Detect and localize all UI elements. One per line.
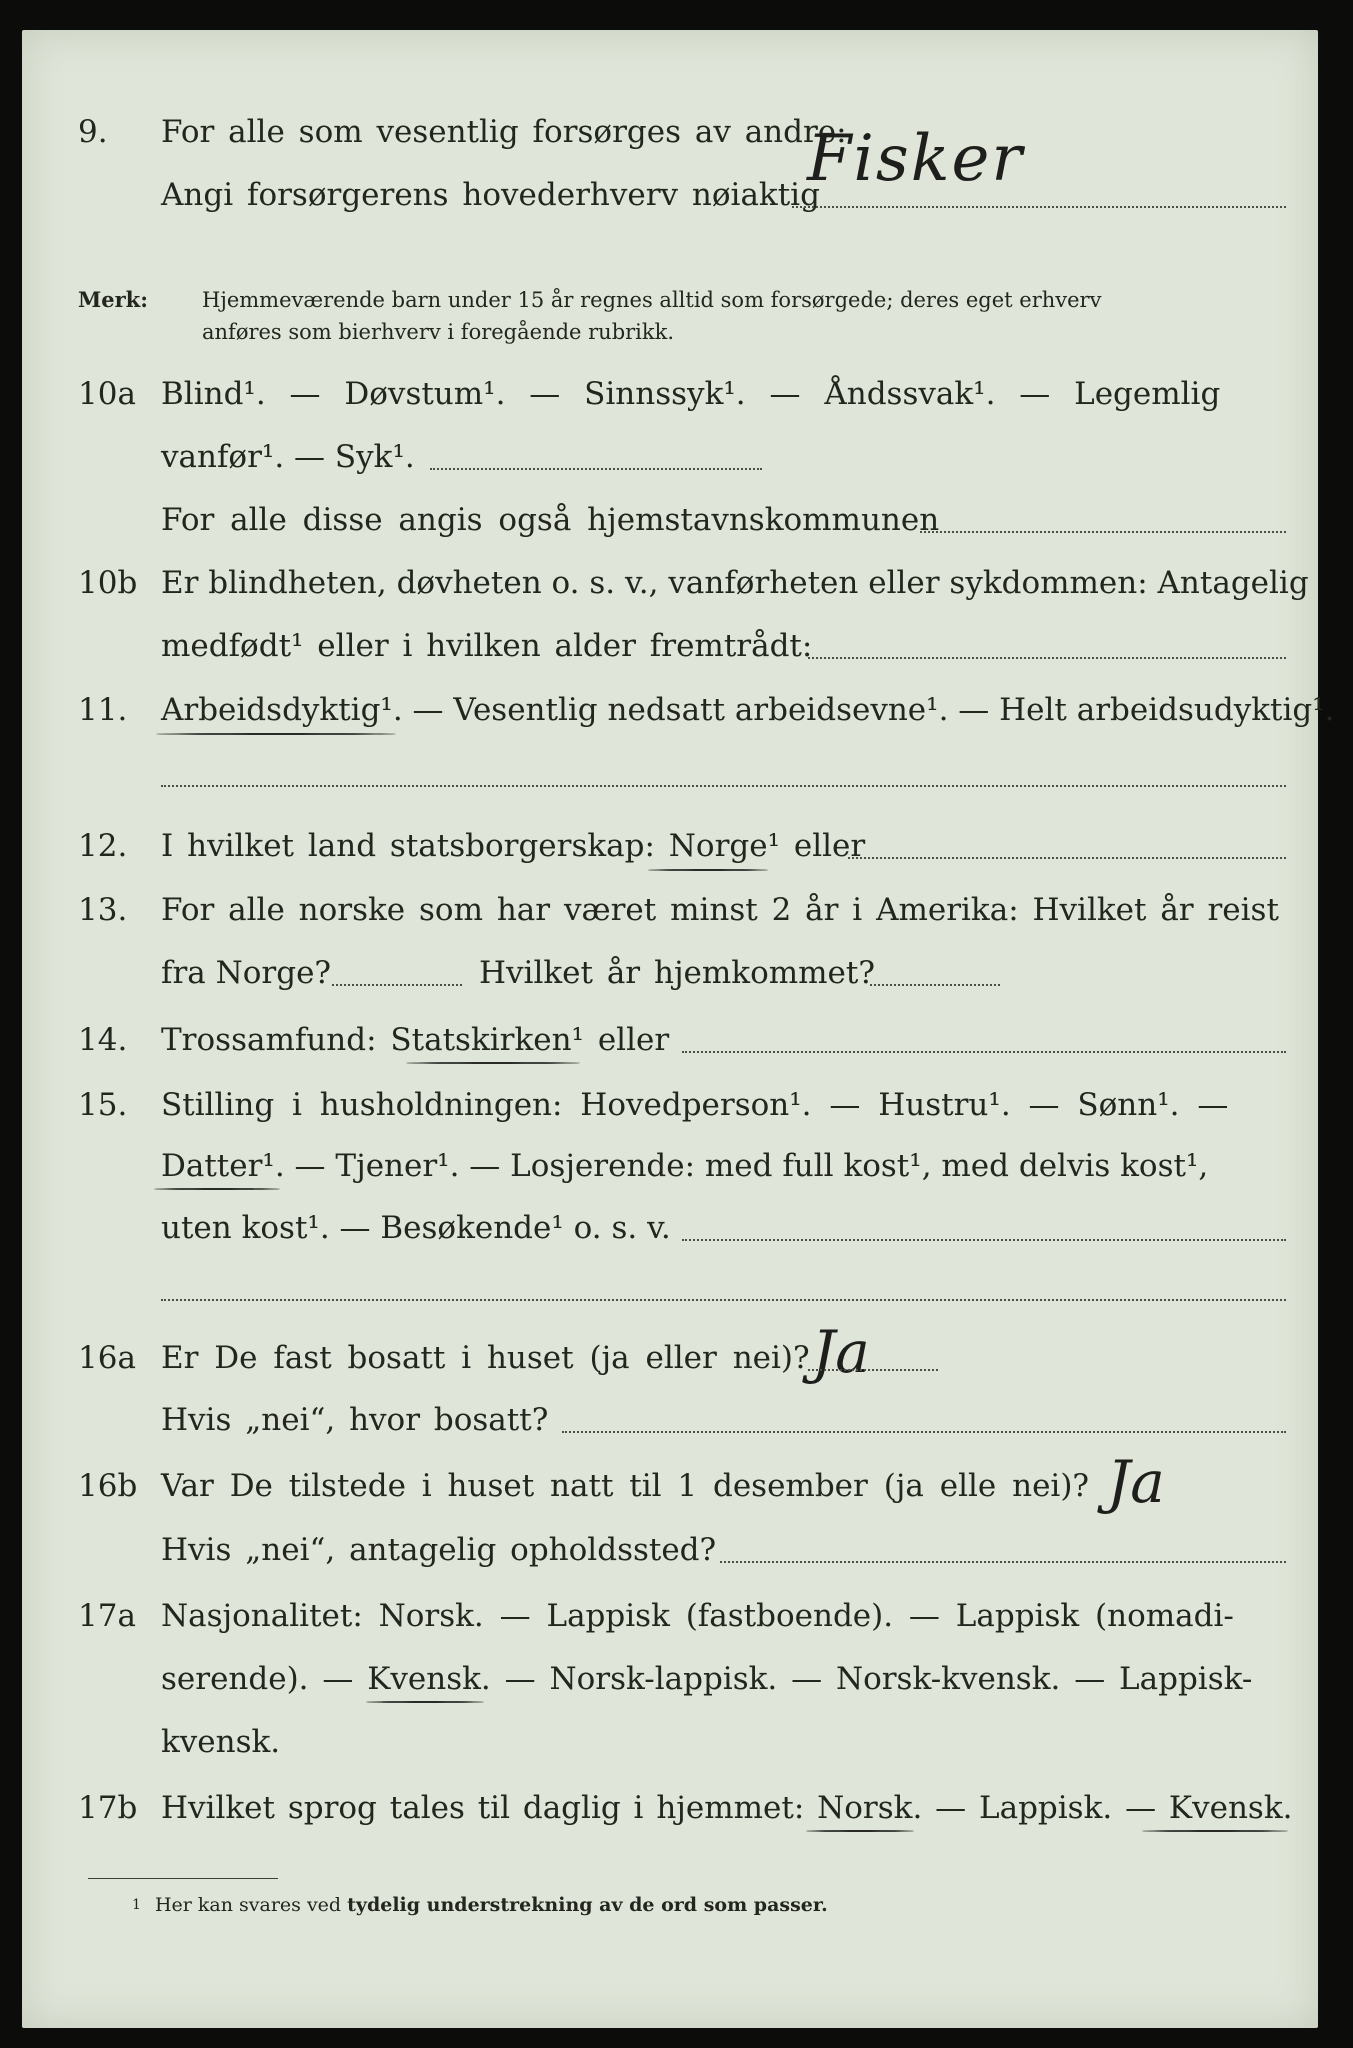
q13-line1: For alle norske som har været minst 2 år i Amerika: Hvilket år reist xyxy=(161,892,1279,928)
q9-line1: For alle som vesentlig forsørges av andre: xyxy=(161,114,847,150)
q16b-line2: Hvis „nei“, antagelig opholdssted? xyxy=(161,1532,717,1568)
q16b-number: 16b xyxy=(78,1468,138,1504)
q10a-line1: Blind¹. — Døvstum¹. — Sinnssyk¹. — Åndssvak¹. — Legemlig xyxy=(161,376,1221,412)
q10a-number: 10a xyxy=(78,376,136,412)
q10b-line1: Er blindheten, døvheten o. s. v., vanførheten eller sykdommen: Antagelig xyxy=(161,565,1309,601)
merk-line1: Hjemmeværende barn under 15 år regnes alltid som forsørgede; deres eget erhverv xyxy=(202,288,1102,312)
q16a-answer-line xyxy=(808,1369,938,1371)
q9-answer-line xyxy=(792,206,1286,208)
q13-reist-line xyxy=(332,984,462,986)
q15-underline-mark xyxy=(154,1188,280,1190)
q13-number: 13. xyxy=(78,892,128,928)
footnote-bold-text: tydelig understrekning av de ord som passer. xyxy=(347,1894,828,1916)
q14-number: 14. xyxy=(78,1022,128,1058)
q9-number: 9. xyxy=(78,114,108,150)
merk-label: Merk: xyxy=(78,287,148,312)
q15-number: 15. xyxy=(78,1087,128,1123)
q12-number: 12. xyxy=(78,828,128,864)
q13-line2a: fra Norge? xyxy=(161,955,332,991)
q16b-handwritten-answer: Ja xyxy=(1107,1448,1165,1516)
q10a-hjemstavn-line xyxy=(920,531,1286,533)
q16a-line1: Er De fast bosatt i huset (ja eller nei)? xyxy=(161,1340,810,1376)
footnote xyxy=(132,1892,828,1918)
q16a-bosatt-line xyxy=(562,1431,1286,1433)
footnote-marker: 1 xyxy=(132,1897,141,1913)
q16b-opholdssted-line xyxy=(720,1561,1286,1563)
q15-line3: uten kost¹. — Besøkende¹ o. s. v. xyxy=(161,1210,671,1246)
q15-line2: Datter¹. — Tjener¹. — Losjerende: med full kost¹, med delvis kost¹, xyxy=(161,1148,1209,1184)
q14-underline-mark xyxy=(406,1062,580,1064)
q13-hjemkommet-line xyxy=(870,984,1000,986)
q10a-line3: For alle disse angis også hjemstavnskommunen xyxy=(161,502,940,538)
census-form-page xyxy=(22,30,1335,2028)
q17b-line1: Hvilket sprog tales til daglig i hjemmet: Norsk. — Lappisk. — Kvensk. xyxy=(161,1790,1293,1826)
q14-line1: Trossamfund: Statskirken¹ eller xyxy=(161,1022,670,1058)
q17a-line3: kvensk. xyxy=(161,1724,281,1760)
q17a-number: 17a xyxy=(78,1598,136,1634)
q12-answer-line xyxy=(848,857,1286,859)
q13-line2b: Hvilket år hjemkommet? xyxy=(479,955,875,991)
q11-underline-mark xyxy=(156,733,396,735)
q9-line2: Angi forsørgerens hovederhverv nøiaktig xyxy=(161,177,820,213)
q10a-line2: vanfør¹. — Syk¹. xyxy=(161,439,415,475)
q17a-line2: serende). — Kvensk. — Norsk-lappisk. — Norsk-kvensk. — Lappisk- xyxy=(161,1661,1253,1697)
q12-underline-mark xyxy=(648,869,768,871)
q10b-number: 10b xyxy=(78,565,138,601)
q9-handwritten-answer: Fisker xyxy=(807,122,1024,196)
q16a-number: 16a xyxy=(78,1340,136,1376)
footnote-rule xyxy=(88,1878,278,1879)
q15-extra-line xyxy=(161,1299,1286,1301)
q16a-line2: Hvis „nei“, hvor bosatt? xyxy=(161,1402,549,1438)
merk-line2: anføres som bierhverv i foregående rubrikk. xyxy=(202,320,675,344)
q11-line1: Arbeidsdyktig¹. — Vesentlig nedsatt arbeidsevne¹. — Helt arbeidsudyktig¹. xyxy=(161,692,1335,728)
q17b-number: 17b xyxy=(78,1790,138,1826)
q11-answer-line xyxy=(161,785,1286,787)
footnote-text: Her kan svares ved xyxy=(154,1894,342,1916)
q14-answer-line xyxy=(682,1051,1286,1053)
q10b-line2: medfødt¹ eller i hvilken alder fremtrådt: xyxy=(161,628,813,664)
q17b-underline-kvensk xyxy=(1142,1830,1288,1832)
q15-line1: Stilling i husholdningen: Hovedperson¹. — Hustru¹. — Sønn¹. — xyxy=(161,1087,1229,1123)
q16a-handwritten-answer: Ja xyxy=(812,1318,870,1386)
q16b-line1: Var De tilstede i huset natt til 1 desember (ja elle nei)? xyxy=(161,1468,1090,1504)
q17b-underline-norsk xyxy=(806,1830,914,1832)
q17a-line1: Nasjonalitet: Norsk. — Lappisk (fastboende). — Lappisk (nomadi- xyxy=(161,1598,1234,1634)
q17a-underline-mark xyxy=(366,1701,484,1703)
q15-answer-line xyxy=(682,1239,1286,1241)
q11-number: 11. xyxy=(78,692,128,728)
q10a-syk-line xyxy=(430,468,762,470)
q12-line1: I hvilket land statsborgerskap: Norge¹ eller xyxy=(161,828,866,864)
q10b-answer-line xyxy=(808,657,1286,659)
